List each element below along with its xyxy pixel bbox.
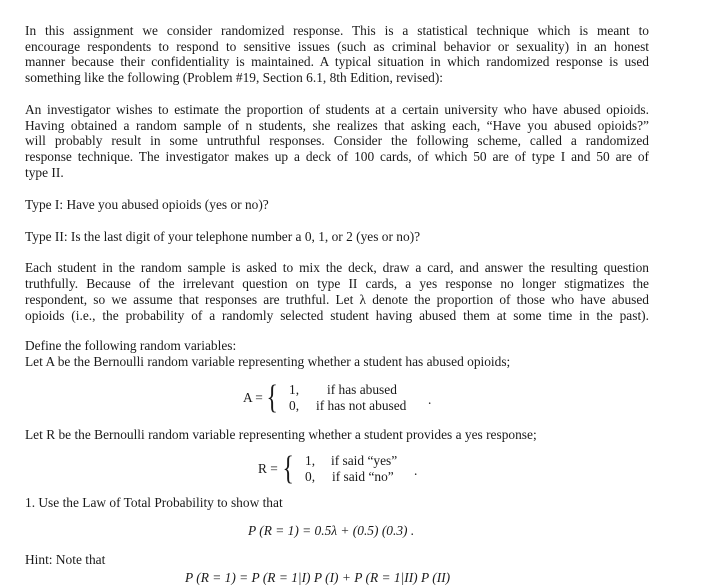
type-i-question: Type I: Have you abused opioids (yes or no)?	[25, 197, 269, 212]
text-line: Each student in the random sample is asked to mix the deck, draw a card, and answer the resulting question	[25, 260, 649, 275]
type-ii-question: Type II: Is the last digit of your telephone number a 0, 1, or 2 (yes or no)?	[25, 229, 421, 244]
eq-value: 0,	[289, 398, 300, 413]
eq-end: .	[428, 392, 432, 407]
let-r-text: Let R be the Bernoulli random variable representing whether a student provides a yes response;	[25, 427, 537, 442]
text-line: An investigator wishes to estimate the proportion of students at a certain university who have abused opioids.	[25, 102, 649, 117]
text-line: type II.	[25, 165, 64, 180]
eq-lhs: A =	[243, 390, 263, 405]
brace-icon: {	[282, 450, 294, 487]
text-line: something like the following (Problem #19, Section 6.1, 8th Edition, revised):	[25, 70, 444, 85]
eq-value: 1,	[305, 453, 316, 468]
define-heading: Define the following random variables:	[25, 338, 237, 353]
hint-text: Hint: Note that	[25, 552, 106, 567]
eq-end: .	[414, 463, 418, 478]
eq-lhs: R =	[258, 461, 278, 476]
text-line: In this assignment we consider randomized response. This is a statistical technique which is meant to	[25, 23, 649, 38]
eq-value: 1,	[289, 382, 300, 397]
equation-hint: P (R = 1) = P (R = 1|I) P (I) + P (R = 1|II) P (II)	[185, 570, 451, 585]
let-a-text: Let A be the Bernoulli random variable representing whether a student has abused opioids;	[25, 354, 511, 369]
text-line: opioids (i.e., the probability of a randomly selected student having abused them at some time in the past).	[25, 308, 649, 323]
equation-q1: P (R = 1) = 0.5λ + (0.5) (0.3) .	[248, 523, 415, 538]
eq-value: 0,	[305, 469, 316, 484]
eq-condition: if said “no”	[332, 469, 394, 484]
text-line: response technique. The investigator makes up a deck of 100 cards, of which 50 are of type I and 50 are of	[25, 149, 649, 164]
text-line: truthfully. Because of the irrelevant question on type II cards, a yes response no longer stigmatizes the	[25, 276, 649, 291]
text-line: will probably result in some untruthful responses. Consider the following scheme, called a randomized	[25, 133, 649, 148]
text-line: manner because their confidentiality is maintained. A typical situation in which randomized response is used	[25, 54, 649, 69]
question-1: 1. Use the Law of Total Probability to show that	[25, 495, 283, 510]
eq-condition: if has abused	[327, 382, 397, 397]
eq-condition: if has not abused	[316, 398, 407, 413]
text-line: Having obtained a random sample of n students, she realizes that asking each, “Have you abused opioids?”	[25, 118, 649, 133]
eq-condition: if said “yes”	[331, 453, 398, 468]
text-line: encourage respondents to respond to sensitive issues (such as criminal behavior or sexuality) in an honest	[25, 39, 649, 54]
brace-icon: {	[266, 379, 278, 416]
text-line: respondent, so we assume that responses are truthful. Let λ denote the proportion of those who have abused	[25, 292, 649, 307]
